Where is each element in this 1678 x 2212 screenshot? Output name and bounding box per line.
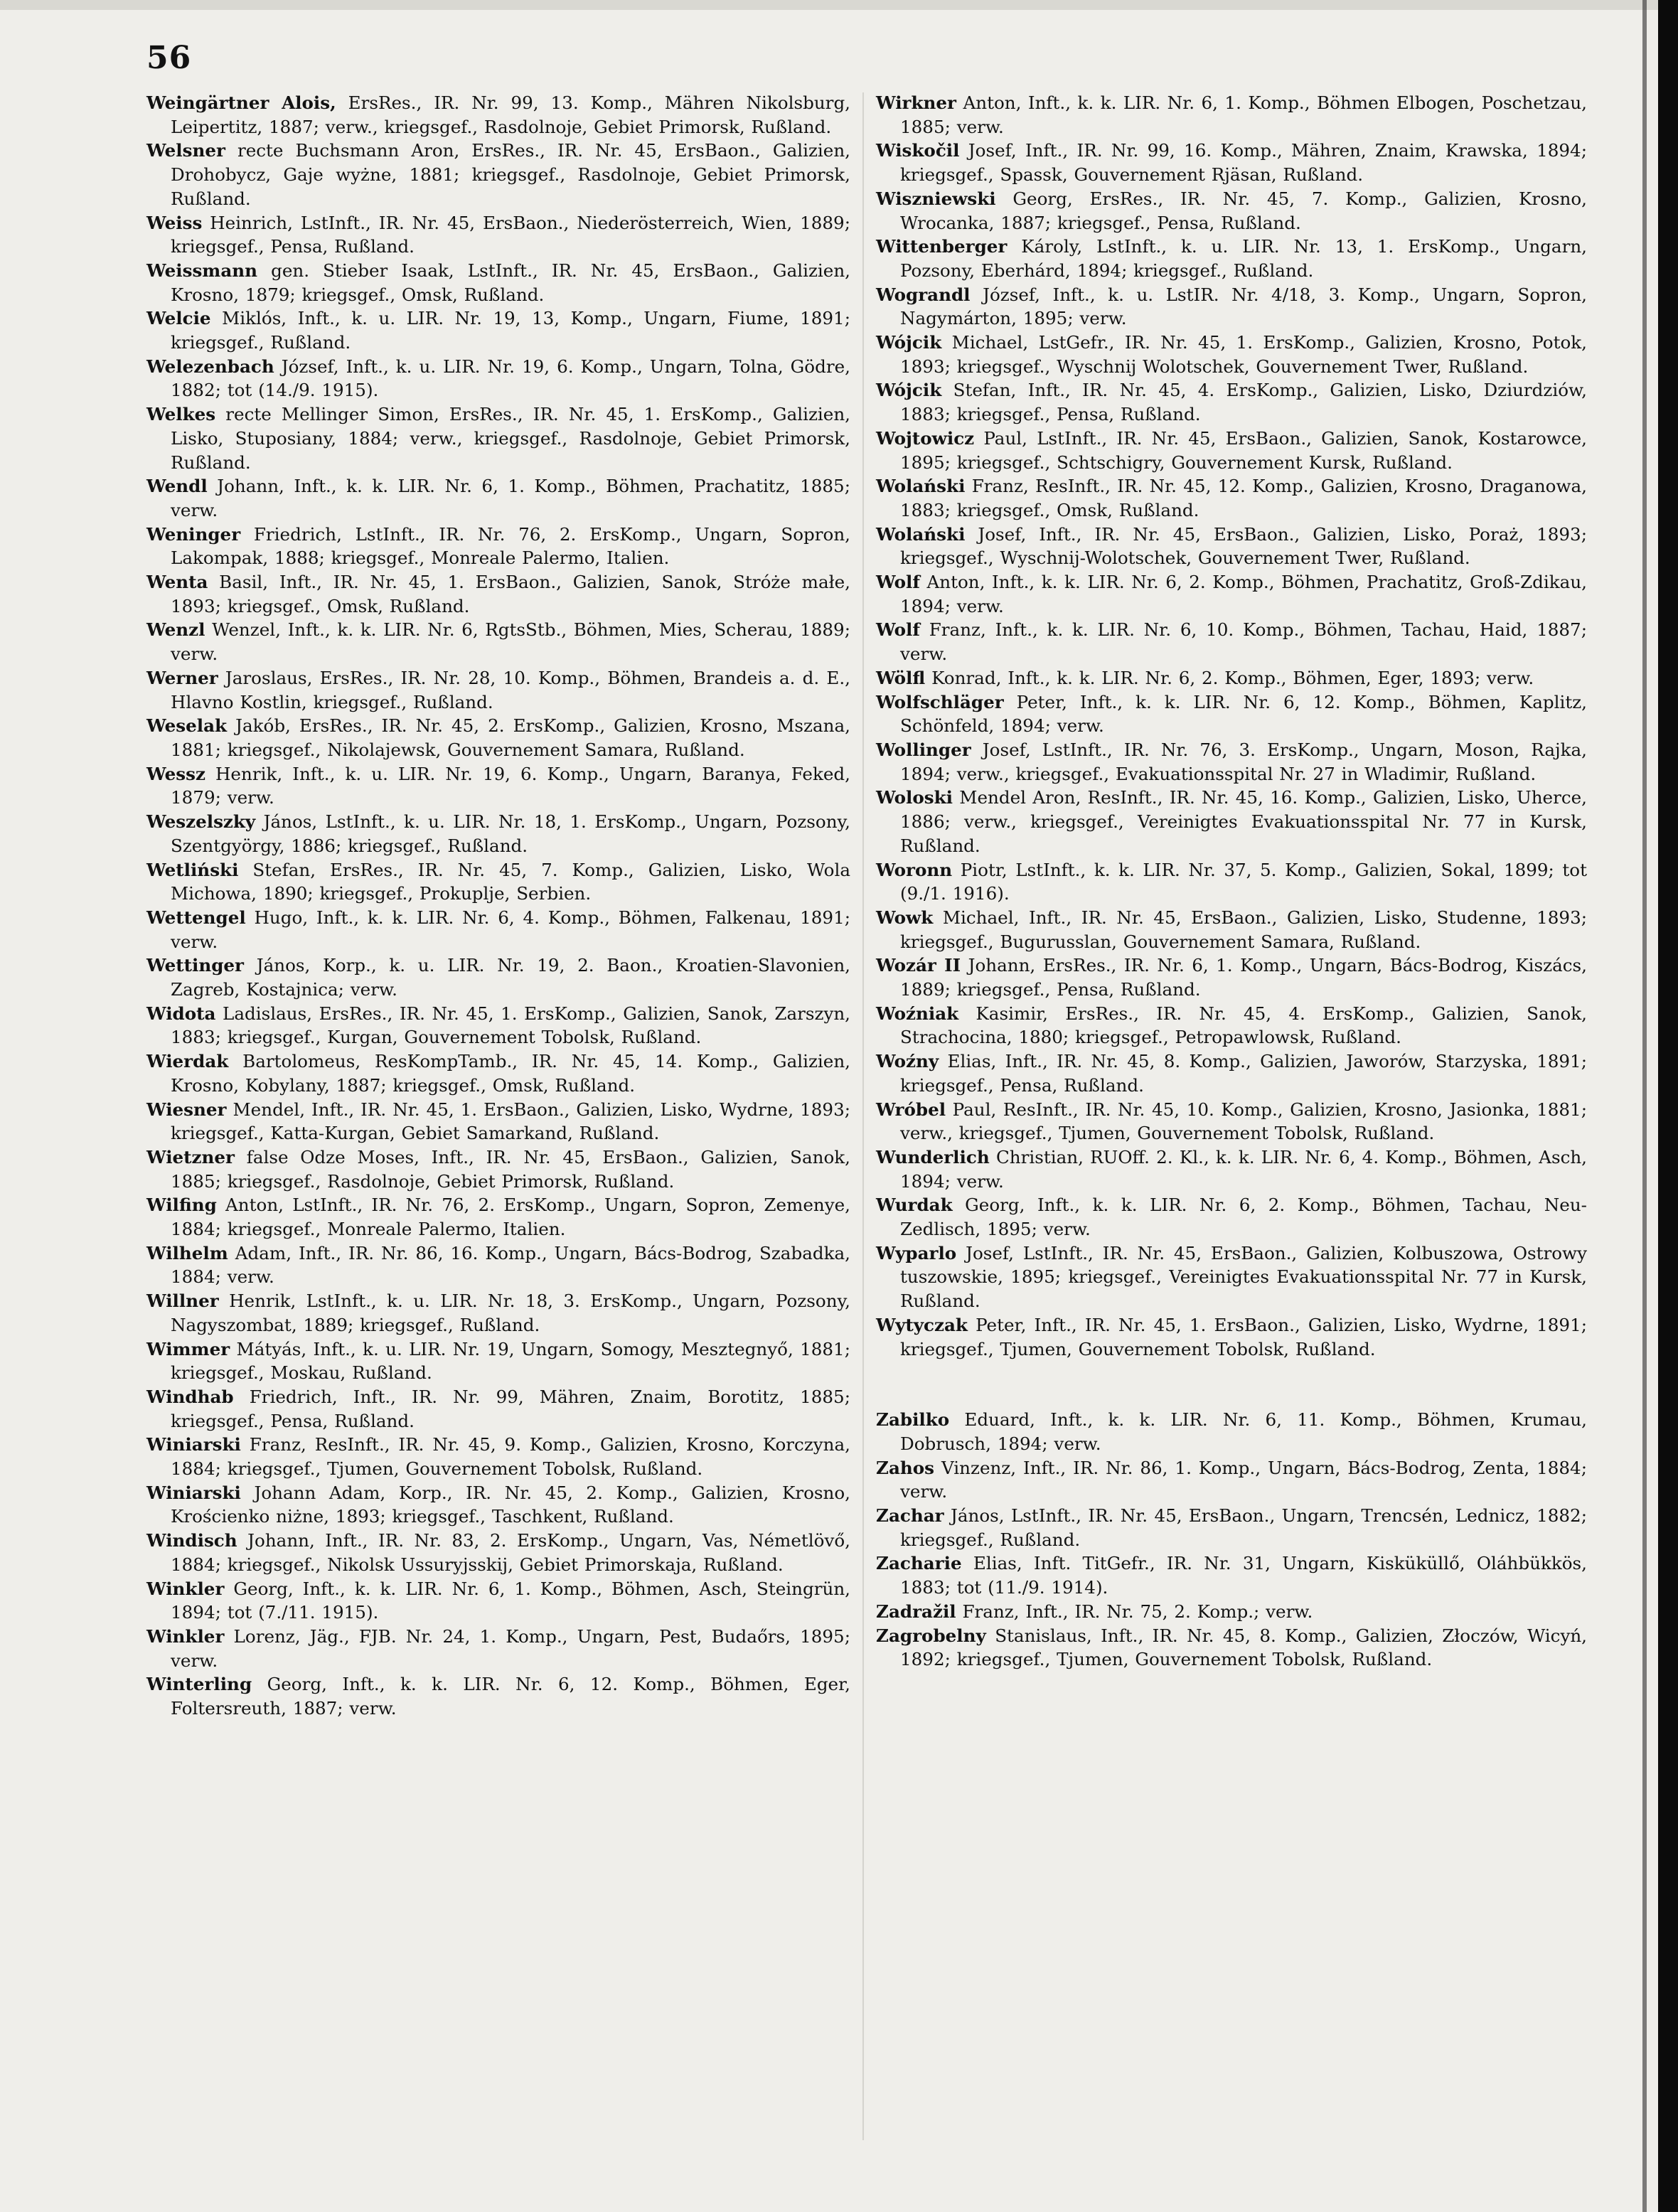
register-entry xyxy=(146,139,850,210)
register-entry xyxy=(876,235,1587,282)
register-entry xyxy=(876,953,1587,1001)
entry-details: Stefan, Inft., IR. Nr. 45, 4. ErsKomp., Galizien, Lisko, Dziurdziów, 1883; kriegsgef., Pensa, Rußland. xyxy=(900,380,1587,425)
entry-surname: Wirkner xyxy=(876,92,957,113)
entry-surname: Wowk xyxy=(876,907,934,928)
entry-surname: Wolański xyxy=(876,476,966,497)
entry-surname: Wojtowicz xyxy=(876,427,975,449)
entry-details: Jakób, ErsRes., IR. Nr. 45, 2. ErsKomp., Galizien, Krosno, Mszana, 1881; kriegsgef., Nikolajewsk, Gouvernement Samara, Rußland. xyxy=(171,715,850,760)
entry-details: recte Buchsmann Aron, ErsRes., IR. Nr. 45, ErsBaon., Galizien, Drohobycz, Gaje wyżne, 1881; kriegsgef., Rasdolnoje, Gebiet Primorsk, Rußland. xyxy=(171,140,850,209)
entry-details: Franz, Inft., IR. Nr. 75, 2. Komp.; verw. xyxy=(956,1601,1313,1622)
entry-surname: Willner xyxy=(146,1291,219,1312)
register-entry xyxy=(876,139,1587,186)
entry-details: Johann Adam, Korp., IR. Nr. 45, 2. Komp., Galizien, Krosno, Krościenko niżne, 1893; kriegsgef., Taschkent, Rußland. xyxy=(171,1482,850,1527)
register-entry xyxy=(876,1504,1587,1551)
entry-surname: Weiss xyxy=(146,212,203,233)
register-entry xyxy=(146,259,850,306)
register-entry xyxy=(146,1193,850,1241)
column-divider xyxy=(862,92,864,2140)
entry-surname: Wessz xyxy=(146,763,205,784)
entry-details: Georg, ErsRes., IR. Nr. 45, 7. Komp., Galizien, Krosno, Wrocanka, 1887; kriegsgef., Pensa, Rußland. xyxy=(900,188,1587,233)
entry-details: Friedrich, Inft., IR. Nr. 99, Mähren, Znaim, Borotitz, 1885; kriegsgef., Pensa, Rußland. xyxy=(171,1386,850,1431)
entry-surname: Wróbel xyxy=(876,1099,946,1120)
entry-details: Josef, Inft., IR. Nr. 45, ErsBaon., Galizien, Lisko, Poraż, 1893; kriegsgef., Wyschnij-Wolotschek, Gouvernement Twer, Rußland. xyxy=(900,523,1587,569)
register-entry xyxy=(876,1193,1587,1241)
entry-surname: Wölfl xyxy=(876,667,926,688)
register-entry xyxy=(876,666,1587,690)
register-entry xyxy=(146,1145,850,1193)
register-entry xyxy=(146,1241,850,1289)
register-entry xyxy=(876,1002,1587,1049)
entry-surname: Zadražil xyxy=(876,1601,956,1622)
entry-surname: Wettinger xyxy=(146,955,245,976)
entry-details: Johann, Inft., k. k. LIR. Nr. 6, 1. Komp., Böhmen, Prachatitz, 1885; verw. xyxy=(171,476,850,520)
entry-surname: Wittenberger xyxy=(876,236,1008,257)
register-entry xyxy=(876,474,1587,522)
entry-surname: Welkes xyxy=(146,404,216,425)
entry-surname: Wetliński xyxy=(146,859,239,880)
entry-details: Michael, Inft., IR. Nr. 45, ErsBaon., Galizien, Lisko, Studenne, 1893; kriegsgef., Bugurusslan, Gouvernement Samara, Rußland. xyxy=(900,907,1587,952)
entry-details: Anton, Inft., k. k. LIR. Nr. 6, 2. Komp., Böhmen, Prachatitz, Groß-Zdikau, 1894; verw. xyxy=(900,572,1587,616)
register-entry xyxy=(146,1481,850,1529)
register-entry xyxy=(146,91,850,139)
entry-details: Henrik, Inft., k. u. LIR. Nr. 19, 6. Komp., Ungarn, Baranya, Feked, 1879; verw. xyxy=(171,763,850,808)
entry-surname: Wójcik xyxy=(876,332,942,353)
page-top-edge xyxy=(0,0,1678,10)
entry-details: Paul, LstInft., IR. Nr. 45, ErsBaon., Galizien, Sanok, Kostarowce, 1895; kriegsgef., Schtschigry, Gouvernement Kursk, Rußland. xyxy=(900,427,1587,473)
entry-details: Mendel Aron, ResInft., IR. Nr. 45, 16. Komp., Galizien, Lisko, Uherce, 1886; verw., kriegsgef., Vereinigtes Evakuationsspital Nr. 77 in Kursk, Rußland. xyxy=(900,787,1587,856)
entry-details: Basil, Inft., IR. Nr. 45, 1. ErsBaon., Galizien, Sanok, Stróże małe, 1893; kriegsgef., Omsk, Rußland. xyxy=(171,572,850,616)
register-entry xyxy=(876,786,1587,857)
entry-details: Johann, Inft., IR. Nr. 83, 2. ErsKomp., Ungarn, Vas, Németlövő, 1884; kriegsgef., Nikolsk Ussuryjsskij, Gebiet Primorskaja, Rußland. xyxy=(171,1530,850,1575)
entry-details: János, LstInft., IR. Nr. 45, ErsBaon., Ungarn, Trencsén, Lednicz, 1882; kriegsgef., Rußland. xyxy=(900,1505,1587,1550)
entry-surname: Winiarski xyxy=(146,1482,241,1503)
register-entry xyxy=(146,402,850,474)
entry-surname: Winkler xyxy=(146,1626,225,1647)
entry-surname: Winterling xyxy=(146,1674,252,1695)
entry-surname: Wiesner xyxy=(146,1099,227,1120)
right-column xyxy=(876,91,1587,1672)
entry-details: Jaroslaus, ErsRes., IR. Nr. 28, 10. Komp., Böhmen, Brandeis a. d. E., Hlavno Kostlin, kriegsgef., Rußland. xyxy=(171,667,850,712)
register-entry xyxy=(876,1624,1587,1672)
entry-details: Anton, LstInft., IR. Nr. 76, 2. ErsKomp., Ungarn, Sopron, Zemenye, 1884; kriegsgef., Monreale Palermo, Italien. xyxy=(171,1195,850,1240)
register-entry xyxy=(146,570,850,618)
entry-details: Piotr, LstInft., k. k. LIR. Nr. 37, 5. Komp., Galizien, Sokal, 1899; tot (9./1. 1916). xyxy=(900,859,1587,904)
entry-surname: Zagrobelny xyxy=(876,1625,986,1646)
entry-surname: Welezenbach xyxy=(146,356,274,377)
register-entry xyxy=(876,1551,1587,1599)
register-entry xyxy=(146,858,850,906)
register-entry xyxy=(876,1456,1587,1504)
register-entry xyxy=(146,1049,850,1097)
register-entry xyxy=(876,283,1587,331)
entry-details: Lorenz, Jäg., FJB. Nr. 24, 1. Komp., Ungarn, Pest, Budaőrs, 1895; verw. xyxy=(171,1626,850,1671)
entry-surname: Woźny xyxy=(876,1051,939,1072)
entry-details: Josef, Inft., IR. Nr. 99, 16. Komp., Mähren, Znaim, Krawska, 1894; kriegsgef., Spassk, Gouvernement Rjäsan, Rußland. xyxy=(900,140,1587,186)
register-entry xyxy=(876,523,1587,570)
entry-surname: Weingärtner Alois, xyxy=(146,92,336,113)
entry-details: Vinzenz, Inft., IR. Nr. 86, 1. Komp., Ungarn, Bács-Bodrog, Zenta, 1884; verw. xyxy=(900,1457,1587,1502)
entry-details: false Odze Moses, Inft., IR. Nr. 45, ErsBaon., Galizien, Sanok, 1885; kriegsgef., Rasdolnoje, Gebiet Primorsk, Rußland. xyxy=(171,1146,850,1192)
entry-details: Anton, Inft., k. k. LIR. Nr. 6, 1. Komp., Böhmen Elbogen, Poschetzau, 1885; verw. xyxy=(900,92,1587,137)
entry-surname: Wilhelm xyxy=(146,1242,228,1263)
entry-surname: Wolfschläger xyxy=(876,691,1004,712)
entry-details: Michael, LstGefr., IR. Nr. 45, 1. ErsKomp., Galizien, Krosno, Potok, 1893; kriegsgef., Wyschnij Wolotschek, Gouvernement Twer, Rußland. xyxy=(900,332,1587,377)
register-entry xyxy=(146,1625,850,1672)
register-entry xyxy=(146,762,850,810)
register-entry xyxy=(146,1337,850,1385)
entry-surname: Zabilko xyxy=(876,1409,950,1431)
register-entry xyxy=(876,570,1587,618)
entry-surname: Welsner xyxy=(146,140,225,161)
entry-details: Elias, Inft., IR. Nr. 45, 8. Komp., Galizien, Jaworów, Starzyska, 1891; kriegsgef., Pensa, Rußland. xyxy=(900,1051,1587,1096)
entry-surname: Wiszniewski xyxy=(876,188,996,209)
entry-details: Adam, Inft., IR. Nr. 86, 16. Komp., Ungarn, Bács-Bodrog, Szabadka, 1884; verw. xyxy=(171,1242,850,1288)
entry-surname: Zachar xyxy=(876,1505,944,1527)
entry-details: Kasimir, ErsRes., IR. Nr. 45, 4. ErsKomp., Galizien, Sanok, Strachocina, 1880; kriegsgef., Petropawlowsk, Rußland. xyxy=(900,1003,1587,1048)
entry-surname: Wolański xyxy=(876,523,966,545)
entry-surname: Wendl xyxy=(146,476,208,497)
entry-surname: Wollinger xyxy=(876,739,971,760)
register-entry xyxy=(876,906,1587,953)
entry-details: Elias, Inft. TitGefr., IR. Nr. 31, Ungarn, Kisküküllő, Oláhbükkös, 1883; tot (11./9. 1914). xyxy=(900,1553,1587,1598)
register-entry xyxy=(146,1577,850,1625)
register-entry xyxy=(146,474,850,522)
register-entry xyxy=(146,906,850,953)
section-gap xyxy=(876,1361,1587,1408)
register-entry xyxy=(146,810,850,857)
entry-surname: Wyparlo xyxy=(876,1242,957,1263)
register-entry xyxy=(146,953,850,1001)
entry-details: recte Mellinger Simon, ErsRes., IR. Nr. 45, 1. ErsKomp., Galizien, Lisko, Stuposiany, 1884; verw., kriegsgef., Rasdolnoje, Gebiet Primorsk, Rußland. xyxy=(171,404,850,473)
entry-surname: Werner xyxy=(146,667,218,688)
register-entry xyxy=(146,1433,850,1480)
entry-details: Miklós, Inft., k. u. LIR. Nr. 19, 13, Komp., Ungarn, Fiume, 1891; kriegsgef., Rußland. xyxy=(171,308,850,353)
entry-details: Franz, ResInft., IR. Nr. 45, 9. Komp., Galizien, Krosno, Korczyna, 1884; kriegsgef., Tjumen, Gouvernement Tobolsk, Rußland. xyxy=(171,1434,850,1480)
entry-surname: Weszelszky xyxy=(146,811,256,833)
entry-details: Georg, Inft., k. k. LIR. Nr. 6, 1. Komp., Böhmen, Asch, Steingrün, 1894; tot (7./11. 1915). xyxy=(171,1578,850,1623)
register-entry xyxy=(146,618,850,666)
entry-details: Ladislaus, ErsRes., IR. Nr. 45, 1. ErsKomp., Galizien, Sanok, Zarszyn, 1883; kriegsgef., Kurgan, Gouvernement Tobolsk, Rußland. xyxy=(171,1003,850,1048)
entry-surname: Woronn xyxy=(876,859,953,880)
entry-surname: Zacharie xyxy=(876,1553,962,1574)
entry-surname: Wimmer xyxy=(146,1338,230,1359)
register-entry xyxy=(876,1241,1587,1313)
entry-details: Heinrich, LstInft., IR. Nr. 45, ErsBaon., Niederösterreich, Wien, 1889; kriegsgef., Pensa, Rußland. xyxy=(171,212,850,257)
entry-surname: Wurdak xyxy=(876,1195,953,1216)
register-entry xyxy=(876,738,1587,786)
entry-details: Konrad, Inft., k. k. LIR. Nr. 6, 2. Komp., Böhmen, Eger, 1893; verw. xyxy=(925,667,1534,688)
entry-surname: Wierdak xyxy=(146,1051,229,1072)
register-entry xyxy=(146,306,850,354)
left-column xyxy=(146,91,850,1721)
entry-surname: Woźniak xyxy=(876,1003,959,1024)
entry-details: Josef, LstInft., IR. Nr. 45, ErsBaon., Galizien, Kolbuszowa, Ostrowy tuszowskie, 1895; kriegsgef., Vereinigtes Evakuationsspital Nr. 77 in Kursk, Rußland. xyxy=(900,1242,1587,1312)
entry-details: Hugo, Inft., k. k. LIR. Nr. 6, 4. Komp., Böhmen, Falkenau, 1891; verw. xyxy=(171,907,850,952)
register-entry xyxy=(876,1049,1587,1097)
register-entry xyxy=(146,1672,850,1720)
entry-surname: Wettengel xyxy=(146,907,246,928)
entry-details: Peter, Inft., k. k. LIR. Nr. 6, 12. Komp., Böhmen, Kaplitz, Schönfeld, 1894; verw. xyxy=(900,691,1587,737)
register-entry xyxy=(876,187,1587,235)
entry-details: Peter, Inft., IR. Nr. 45, 1. ErsBaon., Galizien, Lisko, Wydrne, 1891; kriegsgef., Tjumen, Gouvernement Tobolsk, Rußland. xyxy=(900,1314,1587,1359)
register-entry xyxy=(146,666,850,714)
entry-surname: Weninger xyxy=(146,523,241,545)
register-entry xyxy=(876,1145,1587,1193)
entry-surname: Wozár II xyxy=(876,955,961,976)
entry-surname: Wiskočil xyxy=(876,140,960,161)
entry-surname: Windisch xyxy=(146,1530,237,1551)
register-entry xyxy=(146,1289,850,1337)
entry-surname: Wietzner xyxy=(146,1146,235,1168)
entry-details: Eduard, Inft., k. k. LIR. Nr. 6, 11. Komp., Böhmen, Krumau, Dobrusch, 1894; verw. xyxy=(900,1409,1587,1454)
entry-surname: Wenta xyxy=(146,572,208,593)
entry-details: József, Inft., k. u. LstIR. Nr. 4/18, 3. Komp., Ungarn, Sopron, Nagymárton, 1895; verw. xyxy=(900,284,1587,329)
entry-details: Georg, Inft., k. k. LIR. Nr. 6, 2. Komp., Böhmen, Tachau, Neu-Zedlisch, 1895; verw. xyxy=(900,1195,1587,1240)
entry-surname: Weselak xyxy=(146,715,228,737)
entry-details: József, Inft., k. u. LIR. Nr. 19, 6. Komp., Ungarn, Tolna, Gödre, 1882; tot (14./9. 1915). xyxy=(171,356,850,401)
entry-details: gen. Stieber Isaak, LstInft., IR. Nr. 45, ErsBaon., Galizien, Krosno, 1879; kriegsgef., Omsk, Rußland. xyxy=(171,260,850,305)
entry-surname: Wolf xyxy=(876,619,920,641)
register-entry xyxy=(876,427,1587,474)
entry-surname: Wenzl xyxy=(146,619,205,641)
entry-surname: Winkler xyxy=(146,1578,225,1599)
entry-surname: Wunderlich xyxy=(876,1146,990,1168)
entry-details: ErsRes., IR. Nr. 99, 13. Komp., Mähren Nikolsburg, Leipertitz, 1887; verw., kriegsgef., Rasdolnoje, Gebiet Primorsk, Rußland. xyxy=(171,92,851,137)
entry-surname: Wójcik xyxy=(876,380,942,401)
register-entry xyxy=(876,858,1587,906)
register-entry xyxy=(146,714,850,762)
entry-surname: Widota xyxy=(146,1003,216,1024)
entry-details: Johann, ErsRes., IR. Nr. 6, 1. Komp., Ungarn, Bács-Bodrog, Kiszács, 1889; kriegsgef., Pensa, Rußland. xyxy=(900,955,1587,1000)
entry-details: Christian, RUOff. 2. Kl., k. k. LIR. Nr. 6, 4. Komp., Böhmen, Asch, 1894; verw. xyxy=(900,1146,1587,1192)
register-entry xyxy=(146,211,850,259)
register-entry xyxy=(146,1385,850,1433)
register-entry xyxy=(876,331,1587,378)
entry-details: Franz, ResInft., IR. Nr. 45, 12. Komp., Galizien, Krosno, Draganowa, 1883; kriegsgef., Omsk, Rußland. xyxy=(900,476,1587,520)
register-entry xyxy=(146,1098,850,1145)
register-entry xyxy=(146,1529,850,1576)
register-entry xyxy=(146,1002,850,1049)
entry-details: Mátyás, Inft., k. u. LIR. Nr. 19, Ungarn, Somogy, Mesztegnyő, 1881; kriegsgef., Moskau, Rußland. xyxy=(171,1338,850,1384)
entry-surname: Winiarski xyxy=(146,1434,241,1455)
scan-binding-edge xyxy=(1658,0,1678,2212)
entry-details: Stanislaus, Inft., IR. Nr. 45, 8. Komp., Galizien, Złoczów, Wicyń, 1892; kriegsgef., Tjumen, Gouvernement Tobolsk, Rußland. xyxy=(900,1625,1587,1670)
entry-surname: Welcie xyxy=(146,308,211,329)
entry-surname: Zahos xyxy=(876,1457,935,1478)
entry-details: Paul, ResInft., IR. Nr. 45, 10. Komp., Galizien, Krosno, Jasionka, 1881; verw., kriegsgef., Tjumen, Gouvernement Tobolsk, Rußland. xyxy=(900,1099,1587,1144)
entry-details: János, Korp., k. u. LIR. Nr. 19, 2. Baon., Kroatien-Slavonien, Zagreb, Kostajnica; verw. xyxy=(171,955,850,1000)
register-entry xyxy=(876,618,1587,666)
entry-details: Stefan, ErsRes., IR. Nr. 45, 7. Komp., Galizien, Lisko, Wola Michowa, 1890; kriegsgef., Prokuplje, Serbien. xyxy=(171,859,850,904)
scan-binding-shadow xyxy=(1642,0,1647,2212)
entry-details: Wenzel, Inft., k. k. LIR. Nr. 6, RgtsStb., Böhmen, Mies, Scherau, 1889; verw. xyxy=(171,619,850,665)
right-column-z-entries xyxy=(876,1408,1587,1672)
entry-surname: Windhab xyxy=(146,1386,234,1407)
entry-details: Georg, Inft., k. k. LIR. Nr. 6, 12. Komp., Böhmen, Eger, Foltersreuth, 1887; verw. xyxy=(171,1674,850,1719)
register-entry xyxy=(876,1600,1587,1624)
entry-details: Károly, LstInft., k. u. LIR. Nr. 13, 1. ErsKomp., Ungarn, Pozsony, Eberhárd, 1894; kriegsgef., Rußland. xyxy=(900,236,1587,281)
entry-details: Josef, LstInft., IR. Nr. 76, 3. ErsKomp., Ungarn, Moson, Rajka, 1894; verw., kriegsgef., Evakuationsspital Nr. 27 in Wladimir, Rußland. xyxy=(900,739,1587,784)
register-entry xyxy=(876,1408,1587,1455)
register-entry xyxy=(876,378,1587,426)
entry-details: Bartolomeus, ResKompTamb., IR. Nr. 45, 14. Komp., Galizien, Krosno, Kobylany, 1887; kriegsgef., Omsk, Rußland. xyxy=(171,1051,850,1096)
entry-surname: Woloski xyxy=(876,787,953,808)
register-entry xyxy=(146,355,850,402)
entry-surname: Wolf xyxy=(876,572,920,593)
entry-details: Franz, Inft., k. k. LIR. Nr. 6, 10. Komp., Böhmen, Tachau, Haid, 1887; verw. xyxy=(900,619,1587,665)
register-entry xyxy=(146,523,850,570)
entry-details: János, LstInft., k. u. LIR. Nr. 18, 1. ErsKomp., Ungarn, Pozsony, Szentgyörgy, 1886; kriegsgef., Rußland. xyxy=(171,811,850,856)
register-entry xyxy=(876,1098,1587,1145)
entry-surname: Wytyczak xyxy=(876,1314,968,1335)
register-entry xyxy=(876,690,1587,738)
entry-details: Friedrich, LstInft., IR. Nr. 76, 2. ErsKomp., Ungarn, Sopron, Lakompak, 1888; kriegsgef., Monreale Palermo, Italien. xyxy=(171,523,850,569)
entry-surname: Wograndl xyxy=(876,284,971,305)
register-entry xyxy=(876,1313,1587,1361)
page-number: 56 xyxy=(146,40,192,76)
entry-details: Henrik, LstInft., k. u. LIR. Nr. 18, 3. ErsKomp., Ungarn, Pozsony, Nagyszombat, 1889; kriegsgef., Rußland. xyxy=(171,1291,850,1335)
register-entry xyxy=(876,91,1587,139)
entry-details: Mendel, Inft., IR. Nr. 45, 1. ErsBaon., Galizien, Lisko, Wydrne, 1893; kriegsgef., Katta-Kurgan, Gebiet Samarkand, Rußland. xyxy=(171,1099,850,1144)
right-column-w-entries xyxy=(876,91,1587,1361)
entry-surname: Weissmann xyxy=(146,260,258,281)
entry-surname: Wilfing xyxy=(146,1195,217,1216)
